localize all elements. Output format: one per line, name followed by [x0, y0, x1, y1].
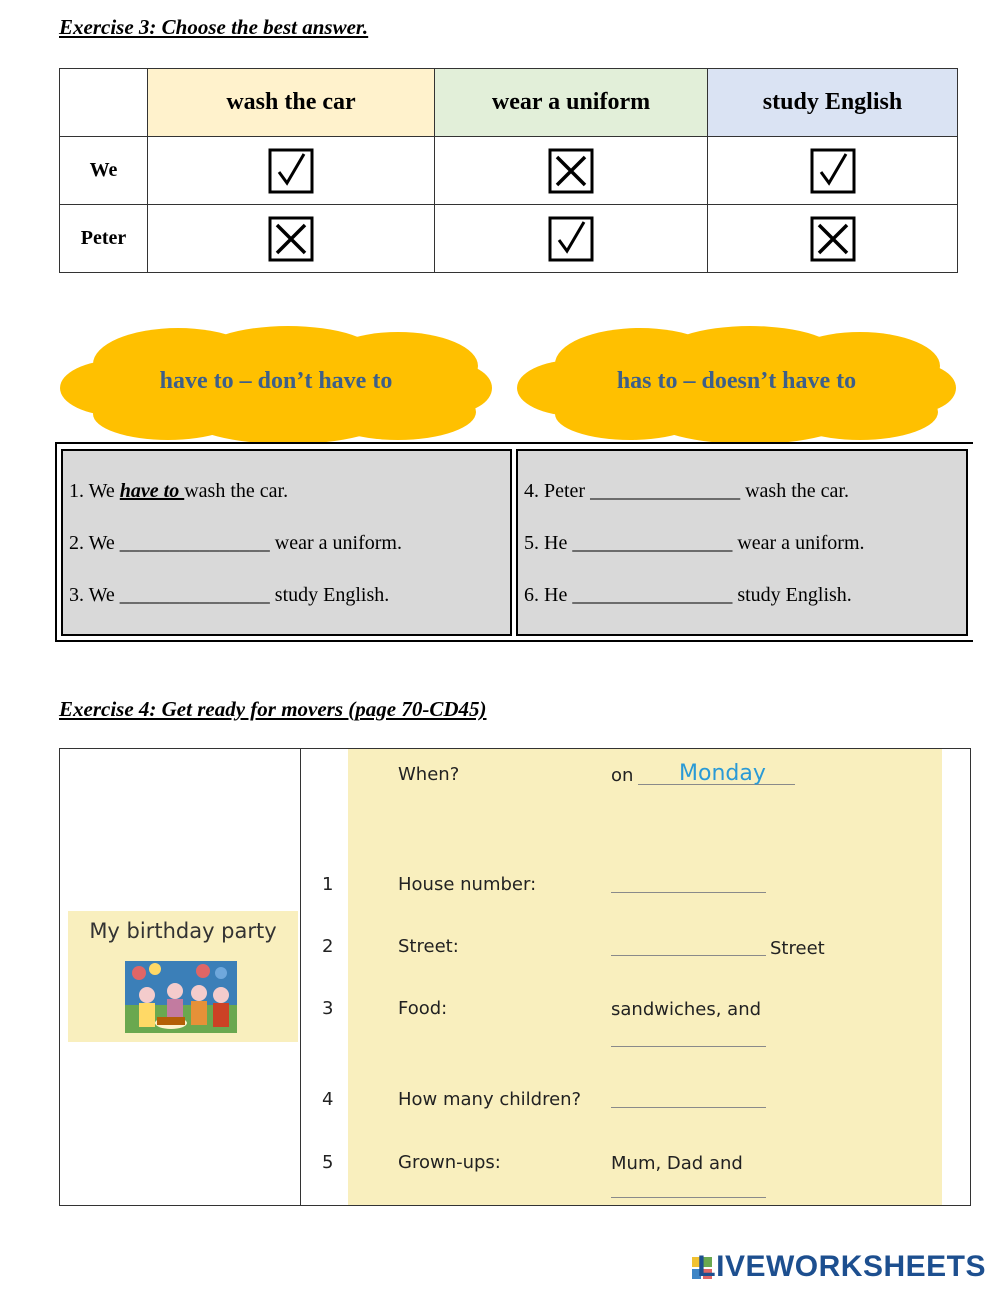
item-3-number: 3: [322, 998, 334, 1019]
exercise3-table: [59, 68, 958, 273]
answer-4-field[interactable]: _______________: [590, 480, 741, 502]
row-label-we: We: [60, 137, 148, 205]
checkbox-cell: [435, 137, 708, 205]
sentence-5: [524, 532, 865, 555]
item-5-question: Grown-ups:: [398, 1152, 501, 1173]
left-fill-panel: [61, 449, 512, 636]
item-2-number: 2: [322, 936, 334, 957]
column-header-wash: wash the car: [148, 69, 435, 137]
right-fill-panel: [516, 449, 968, 636]
sentence-2: [69, 532, 402, 555]
card-title: My birthday party: [89, 919, 277, 943]
sentence-1-prefix: 1. We: [69, 480, 120, 502]
cross-box-icon: [810, 216, 856, 262]
sentence-2-prefix: 2. We: [69, 532, 120, 554]
cross-box-icon: [548, 148, 594, 194]
house-number-input[interactable]: [611, 892, 766, 893]
party-picture-icon: [125, 961, 237, 1033]
birthday-card: [68, 911, 298, 1042]
sentence-4: [524, 480, 849, 503]
answer-2-field[interactable]: _______________: [119, 532, 270, 554]
cloud-have-to-label: have to – don’t have to: [159, 368, 393, 394]
check-box-icon: [810, 148, 856, 194]
check-box-icon: [268, 148, 314, 194]
sentence-3-suffix: study English.: [269, 584, 390, 606]
street-input[interactable]: [611, 955, 766, 956]
item-3-question: Food:: [398, 998, 448, 1019]
checkbox-cell: [708, 205, 958, 273]
item-5-number: 5: [322, 1152, 334, 1173]
item-3-text: sandwiches, and: [611, 999, 762, 1020]
column-header-english: study English: [708, 69, 958, 137]
exercise4-heading: Exercise 4: Get ready for movers (page 70-CD45): [59, 697, 487, 721]
children-input[interactable]: [611, 1107, 766, 1108]
exercise4-divider: [300, 748, 301, 1206]
row-label-peter: Peter: [60, 205, 148, 273]
answer-6-field[interactable]: ________________: [572, 584, 733, 606]
check-box-icon: [548, 216, 594, 262]
sentence-1: [69, 480, 288, 503]
exercise3-heading: Exercise 3: Choose the best answer.: [59, 15, 369, 39]
sentence-5-suffix: wear a uniform.: [732, 532, 865, 554]
item-4-number: 4: [322, 1089, 334, 1110]
cloud-has-to: [515, 326, 958, 444]
sentence-2-suffix: wear a uniform.: [269, 532, 402, 554]
checkbox-cell: [148, 137, 435, 205]
sentence-5-prefix: 5. He: [524, 532, 573, 554]
sentence-6-prefix: 6. He: [524, 584, 573, 606]
sentence-6: [524, 584, 852, 607]
sentence-3: [69, 584, 389, 607]
item-4-question: How many children?: [398, 1089, 582, 1110]
corner-cell: [60, 69, 148, 137]
cross-box-icon: [268, 216, 314, 262]
listening-form: [348, 749, 942, 1205]
checkbox-cell: [148, 205, 435, 273]
sentence-6-suffix: study English.: [732, 584, 852, 606]
sentence-3-prefix: 3. We: [69, 584, 120, 606]
column-header-uniform: wear a uniform: [435, 69, 708, 137]
table-row: [60, 137, 958, 205]
example-prefix: on: [611, 765, 634, 786]
checkbox-cell: [435, 205, 708, 273]
answer-5-field[interactable]: ________________: [572, 532, 733, 554]
item-2-question: Street:: [398, 936, 459, 957]
item-1-number: 1: [322, 874, 334, 895]
grown-ups-input[interactable]: [611, 1197, 766, 1198]
sentence-1-suffix: wash the car.: [184, 480, 289, 502]
table-row: [60, 205, 958, 273]
checkbox-cell: [708, 137, 958, 205]
cloud-have-to: [58, 326, 494, 444]
answer-1-field[interactable]: have to: [119, 480, 185, 502]
example-question: When?: [398, 764, 460, 785]
liveworksheets-logo[interactable]: LIVEWORKSHEETS: [697, 1250, 986, 1283]
sentence-4-suffix: wash the car.: [740, 480, 849, 502]
item-5-text: Mum, Dad and: [611, 1153, 743, 1174]
item-2-suffix: Street: [770, 938, 825, 959]
item-1-question: House number:: [398, 874, 537, 895]
cloud-has-to-label: has to – doesn’t have to: [616, 368, 857, 394]
food-input[interactable]: [611, 1046, 766, 1047]
answer-3-field[interactable]: _______________: [119, 584, 270, 606]
sentence-4-prefix: 4. Peter: [524, 480, 591, 502]
example-answer: Monday: [679, 761, 766, 786]
